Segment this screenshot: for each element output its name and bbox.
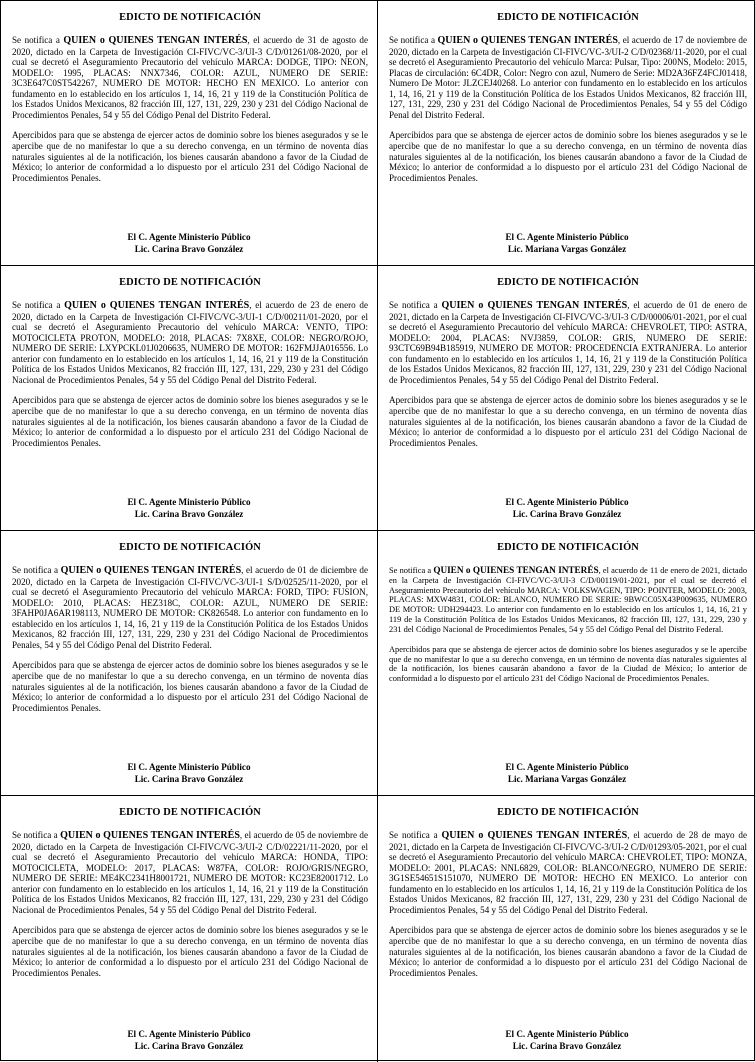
notice-title: EDICTO DE NOTIFICACIÓN bbox=[497, 12, 639, 23]
signature-name: Lic. Carina Bravo González bbox=[134, 773, 244, 784]
notice-addressee: QUIEN o QUIENES TENGAN INTERÉS bbox=[60, 830, 240, 841]
notice-lead: Se notifica a bbox=[12, 830, 61, 840]
signature-title: El C. Agente Ministerio Público bbox=[127, 1029, 251, 1040]
notice-lead: Se notifica a bbox=[389, 300, 442, 310]
notice-text: , el acuerdo de 17 de noviembre de 2020, dictado en la Carpeta de Investigación CI-FIVC/VC-3/UI-2 C/D/02368/11-2020, por el cual se decretó el Aseguramiento Precautorio del vehículo Marca: Pulsar, Tipo: 200NS, Modelo: 2015, Placas de circulación: 6C4DR, Color: Negro con azul, Numero de Serie: MD2A36FZ4FCJ01418, Numero De Motor: JLZCEJ40268. Lo anterior con fundamento en lo establecido en los artículos 1, 14, 16, 21 y 119 de la Constitución Política de los Estados Unidos Mexicanos, 82 fracción III, 127, 131, 229, 230 y 231 del Código Nacional de Procedimientos Penales, 54 y 55 del Código Penal del Distrito Federal. bbox=[389, 35, 747, 120]
notice-text: , el acuerdo de 01 de enero de 2021, dictado en la Carpeta de Investigación CI-FIVC/VC-3/UI-3 C/D/00006/01-2021, por el cual se decretó el Aseguramiento Precautorio del vehículo MARCA: CHEVROLET, TIPO: ASTRA, MODELO: 2004, PLACAS: NVJ3859, COLOR: GRIS, NUMERO DE SERIE: 93CTC69B94B185919, NUMERO DE MOTOR: PROCEDENCIA EXTRANJERA. Lo anterior con fundamento en lo establecido en los artículos 1, 14, 16, 21 y 119 de la Constitución Política de los Estados Unidos Mexicanos, 82 fracción III, 127, 131, 229, 230 y 231 del Código Nacional de Procedimientos Penales, 54 y 55 del Código Penal del Distrito Federal. bbox=[389, 300, 747, 385]
notice-7 bbox=[1, 796, 378, 1062]
signature-title: El C. Agente Ministerio Público bbox=[127, 232, 251, 243]
notice-lead: Se notifica a bbox=[12, 35, 64, 45]
notice-addressee: QUIEN o QUIENES TENGAN INTERÉS bbox=[433, 565, 599, 575]
notice-lead: Se notifica a bbox=[389, 566, 434, 575]
signature-title: El C. Agente Ministerio Público bbox=[505, 497, 629, 508]
notice-body bbox=[12, 565, 368, 650]
notice-addressee: QUIEN o QUIENES TENGAN INTERÉS bbox=[60, 565, 242, 576]
notice-text: , el acuerdo de 28 de mayo de 2021, dictado en la Carpeta de Investigación CI-FIVC/VC-3/UI-2 C/D/01293/05-2021, por el cual se decretó el Aseguramiento Precautorio del vehículo MARCA: CHEVROLET, TIPO: MONZA, MODELO: 2001, PLACAS: NNL6829, COLOR: BLANCO/NEGRO, NUMERO DE SERIE: 3G1SE54651S151070, NUMERO DE MOTOR: HECHO EN MEXICO. Lo anterior con fundamento en lo establecido en los artículos 1, 14, 16, 21 y 119 de la Constitución Política de los Estados Unidos Mexicanos, 82 fracción III, 127, 131, 229, 230 y 231 del Código Nacional de Procedimientos Penales, 54 y 55 del Código Penal del Distrito Federal. bbox=[389, 830, 747, 915]
signature-title: El C. Agente Ministerio Público bbox=[505, 762, 629, 773]
notice-lead: Se notifica a bbox=[389, 830, 442, 840]
notice-signature bbox=[378, 497, 755, 520]
notice-4 bbox=[378, 266, 755, 531]
signature-title: El C. Agente Ministerio Público bbox=[505, 1029, 629, 1040]
notice-addressee: QUIEN o QUIENES TENGAN INTERÉS bbox=[63, 35, 248, 46]
notice-lead: Se notifica a bbox=[12, 300, 65, 310]
notice-text: , el acuerdo de 05 de noviembre de 2020, dictado en la Carpeta de Investigación CI-FIVC/VC-3/UI-2 C/D/02221/11-2020, por el cual se decretó el Aseguramiento Precautorio del vehículo MARCA: HONDA, TIPO: MOTOCICLETA, MODELO: 2017, PLACAS: W87FA, COLOR: ROJO/GRIS/NEGRO, NUMERO DE SERIE: ME4KC2341H8001721, NUMERO DE MOTOR: KC23E82001712. Lo anterior con fundamento en lo establecido en los artículos 1, 14, 16, 21 y 119 de la Constitución Política de los Estados Unidos Mexicanos, 82 fracción III, 127, 131, 229, 230 y 231 del Código Nacional de Procedimientos Penales, 54 y 55 del Código Penal del Distrito Federal. bbox=[12, 830, 368, 915]
notice-addressee: QUIEN o QUIENES TENGAN INTERÉS bbox=[64, 300, 250, 311]
notice-title: EDICTO DE NOTIFICACIÓN bbox=[497, 277, 639, 288]
notice-lead: Se notifica a bbox=[389, 35, 438, 45]
notice-warning: Apercibidos para que se abstenga de ejercer actos de dominio sobre los bienes asegurados y se le apercibe que de no manifestar lo que a su derecho convenga, en un término de noventa días naturales siguientes al de la notificación, los bienes causarán abandono a favor de la Ciudad de México; lo anterior de conformidad a lo dispuesto por el artículo 231 del Código Nacional de Procedimientos Penales. bbox=[389, 925, 747, 978]
notice-5 bbox=[1, 531, 378, 796]
notice-signature bbox=[1, 762, 377, 785]
notice-text: , el acuerdo de 11 de enero de 2021, dictado en la Carpeta de Investigación CI-FIVC/VC-3/UI-3 C/D/00119/01-2021, por el cual se decretó el Aseguramiento Precautorio del vehículo MARCA: VOLKSWAGEN, TIPO: POINTER, MODELO: 2003, PLACAS: MXW4831, COLOR: BLANCO, NUMERO DE SERIE: 9BWCC05X43P009635, NUMERO DE MOTOR: UDH294423. Lo anterior con fundamento en lo establecido en los artículos 1, 14, 16, 21 y 119 de la Constitución Política de los Estados Unidos Mexicanos, 82 fracción III, 127, 131, 229, 230 y 231 del Código Nacional de Procedimientos Penales, 54 y 55 del Código Penal del Distrito Federal. bbox=[389, 566, 748, 634]
signature-name: Lic. Mariana Vargas González bbox=[507, 243, 627, 254]
signature-title: El C. Agente Ministerio Público bbox=[127, 497, 251, 508]
notice-signature bbox=[378, 1029, 755, 1052]
signature-title: El C. Agente Ministerio Público bbox=[505, 232, 629, 243]
signature-title: El C. Agente Ministerio Público bbox=[127, 762, 251, 773]
signature-name: Lic. Carina Bravo González bbox=[512, 1040, 622, 1051]
notice-warning: Apercibidos para que se abstenga de ejercer actos de dominio sobre los bienes asegurados y se le apercibe que de no manifestar lo que a su derecho convenga, en un término de noventa días naturales siguientes al de la notificación, los bienes causarán abandono a favor de la Ciudad de México; lo anterior de conformidad a lo dispuesto por el artículo 231 del Código Nacional de Procedimientos Penales. bbox=[389, 395, 747, 448]
notice-body bbox=[389, 830, 747, 915]
signature-name: Lic. Carina Bravo González bbox=[512, 508, 622, 519]
notice-signature bbox=[1, 1029, 377, 1052]
notice-body bbox=[12, 35, 368, 120]
notice-2 bbox=[378, 1, 755, 266]
notice-body bbox=[389, 35, 747, 120]
notice-3 bbox=[1, 266, 378, 531]
notice-8 bbox=[378, 796, 755, 1062]
notice-addressee: QUIEN o QUIENES TENGAN INTERÉS bbox=[441, 830, 628, 841]
notice-title: EDICTO DE NOTIFICACIÓN bbox=[497, 807, 639, 818]
notice-signature bbox=[378, 232, 755, 255]
signature-name: Lic. Carina Bravo González bbox=[134, 1040, 244, 1051]
notice-lead: Se notifica a bbox=[12, 565, 61, 575]
notice-body bbox=[389, 565, 747, 635]
notice-addressee: QUIEN o QUIENES TENGAN INTERÉS bbox=[437, 35, 618, 46]
notice-title: EDICTO DE NOTIFICACIÓN bbox=[119, 12, 261, 23]
notice-1 bbox=[1, 1, 378, 266]
signature-name: Lic. Mariana Vargas González bbox=[507, 773, 627, 784]
notice-body bbox=[12, 830, 368, 915]
notice-warning: Apercibidos para que se abstenga de ejercer actos de dominio sobre los bienes asegurados y se le apercibe que de no manifestar lo que a su derecho convenga, en un término de noventa días naturales siguientes al de la notificación, los bienes causarán abandono a favor de la Ciudad de México; lo anterior de conformidad a lo dispuesto por el artículo 231 del Código Nacional de Procedimientos Penales. bbox=[389, 644, 747, 684]
notice-title: EDICTO DE NOTIFICACIÓN bbox=[119, 807, 261, 818]
notice-warning: Apercibidos para que se abstenga de ejercer actos de dominio sobre los bienes asegurados y se le apercibe que de no manifestar lo que a su derecho convenga, en un término de noventa días naturales siguientes al de la notificación, los bienes causarán abandono a favor de la Ciudad de México; lo anterior de conformidad a lo dispuesto por el artículo 231 del Código Nacional de Procedimientos Penales. bbox=[12, 660, 368, 713]
notice-title: EDICTO DE NOTIFICACIÓN bbox=[119, 277, 261, 288]
signature-name: Lic. Carina Bravo González bbox=[134, 243, 244, 254]
notice-title: EDICTO DE NOTIFICACIÓN bbox=[497, 542, 639, 553]
notice-warning: Apercibidos para que se abstenga de ejercer actos de dominio sobre los bienes asegurados y se le apercibe que de no manifestar lo que a su derecho convenga, en un término de noventa días naturales siguientes al de la notificación, los bienes causarán abandono a favor de la Ciudad de México; lo anterior de conformidad a lo dispuesto por el artículo 231 del Código Nacional de Procedimientos Penales. bbox=[12, 925, 368, 978]
notice-title: EDICTO DE NOTIFICACIÓN bbox=[119, 542, 261, 553]
notice-signature bbox=[378, 762, 755, 785]
notice-body bbox=[12, 300, 368, 385]
notice-text: , el acuerdo de 31 de agosto de 2020, dictado en la Carpeta de Investigación CI-FIVC/VC-3/UI-3 C/D/01261/08-2020, por el cual se decretó el Aseguramiento Precautorio del vehículo MARCA: DODGE, TIPO: NEON, MODELO: 1995, PLACAS: NNX7346, COLOR: AZUL, NUMERO DE SERIE: 3C3E647C0ST542267, NUMERO DE MOTOR: HECHO EN MEXICO. Lo anterior con fundamento en lo establecido en los artículos 1, 14, 16, 21 y 119 de la Constitución Política de los Estados Unidos Mexicanos, 82 fracción III, 127, 131, 229, 230 y 231 del Código Nacional de Procedimientos Penales, 54 y 55 del Código Penal del Distrito Federal. bbox=[12, 35, 368, 120]
notice-warning: Apercibidos para que se abstenga de ejercer actos de dominio sobre los bienes asegurados y se le apercibe que de no manifestar lo que a su derecho convenga, en un término de noventa días naturales siguientes al de la notificación, los bienes causarán abandono a favor de la Ciudad de México; lo anterior de conformidad a lo dispuesto por el artículo 231 del Código Nacional de Procedimientos Penales. bbox=[12, 395, 368, 448]
signature-name: Lic. Carina Bravo González bbox=[134, 508, 244, 519]
notice-signature bbox=[1, 232, 377, 255]
notice-6 bbox=[378, 531, 755, 796]
notice-text: , el acuerdo de 01 de diciembre de 2020, dictado en la Carpeta de Investigación CI-FIVC/VC-3/UI-1 S/D/02525/11-2020, por el cual se decretó el Aseguramiento Precautorio del vehículo MARCA: FORD, TIPO: FUSION, MODELO: 2010, PLACAS: HEZ318C, COLOR: AZUL, NUMERO DE SERIE: 3FAHP0JA6AR198113, NUMERO DE MOTOR: CK826548. Lo anterior con fundamento en lo establecido en los artículos 1, 14, 16, 21 y 119 de la Constitución Política de los Estados Unidos Mexicanos, 82 fracción III, 127, 131, 229, 230 y 231 del Código Nacional de Procedimientos Penales, 54 y 55 del Código Penal del Distrito Federal. bbox=[12, 565, 368, 650]
notice-signature bbox=[1, 497, 377, 520]
notice-warning: Apercibidos para que se abstenga de ejercer actos de dominio sobre los bienes asegurados y se le apercibe que de no manifestar lo que a su derecho convenga, en un término de noventa días naturales siguientes al de la notificación, los bienes causarán abandono a favor de la Ciudad de México; lo anterior de conformidad a lo dispuesto por el artículo 231 del Código Nacional de Procedimientos Penales. bbox=[12, 130, 368, 183]
notice-addressee: QUIEN o QUIENES TENGAN INTERÉS bbox=[441, 300, 628, 311]
notice-body bbox=[389, 300, 747, 385]
notice-warning: Apercibidos para que se abstenga de ejercer actos de dominio sobre los bienes asegurados y se le apercibe que de no manifestar lo que a su derecho convenga, en un término de noventa días naturales siguientes al de la notificación, los bienes causarán abandono a favor de la Ciudad de México; lo anterior de conformidad a lo dispuesto por el artículo 231 del Código Nacional de Procedimientos Penales. bbox=[389, 130, 747, 183]
notice-text: , el acuerdo de 23 de enero de 2020, dictado en la Carpeta de Investigación CI-FIVC/VC-3/UI-1 C/D/00211/01-2020, por el cual se decretó el Aseguramiento Precautorio del vehículo MARCA: VENTO, TIPO: MOTOCICLETA PROTON, MODELO: 2018, PLACAS: 7X8XE, COLOR: NEGRO/ROJO, NUMERO DE SERIE: LXYPCKL01J0206635, NUMERO DE MOTOR: 162FMJJA016556. Lo anterior con fundamento en lo establecido en los artículos 1, 14, 16, 21 y 119 de la Constitución Política de los Estados Unidos Mexicanos, 82 fracción III, 127, 131, 229, 230 y 231 del Código Nacional de Procedimientos Penales, 54 y 55 del Código Penal del Distrito Federal. bbox=[12, 300, 368, 385]
